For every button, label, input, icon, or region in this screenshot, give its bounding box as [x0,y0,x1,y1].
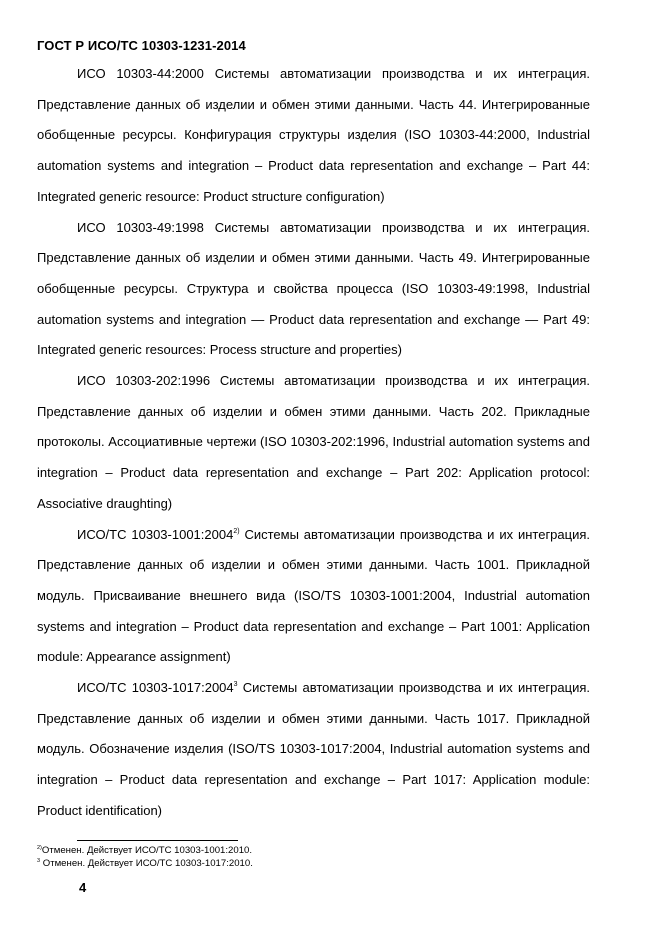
document-header: ГОСТ Р ИСО/ТС 10303-1231-2014 [37,38,246,53]
footnote-item [37,858,253,871]
reference-iso-ts-10303-1017 [37,673,590,827]
reference-text: Системы автоматизации производства и их интеграция. Представление данных об изделии и обмен этими данными. Часть 1001. Прикладной модуль. Присваивание внешнего вида (ISO/TS 10303-1001:2004, Industrial automation systems and integration – Product data representation and exchange – Part 1001: Application module: Appearance assignment) [37,526,591,665]
footnotes [37,845,253,870]
reference-text: ИСО 10303-44:2000 Системы автоматизации производства и их интеграция. Представление данных об изделии и обмен этими данными. Часть 44. Интегрированные обобщенные ресурсы. Конфигурация структуры изделия (ISO 10303-44:2000, Industrial automation systems and integration – Product data representation and exchange – Part 44: Integrated generic resource: Product structure configuration) [37,66,590,204]
reference-designation: ИСО/ТС 10303-1017:2004 [77,680,234,696]
footnote-mark: 2) [37,845,42,851]
reference-text: ИСО 10303-202:1996 Системы автоматизации производства и их интеграция. Представление данных об изделии и обмен этими данными. Часть 202. Прикладные протоколы. Ассоциативные чертежи (ISO 10303-202:1996, Industrial automation systems and integration – Product data representation and exchange – Part 202: Application protocol: Associative draughting) [37,373,590,511]
references-list [37,59,590,827]
reference-text: ИСО 10303-49:1998 Системы автоматизации производства и их интеграция. Представление данных об изделии и обмен этими данными. Часть 49. Интегрированные обобщенные ресурсы. Структура и свойства процесса (ISO 10303-49:1998, Industrial automation systems and integration — Product data representation and exchange — Part 49: Integrated generic resources: Process structure and properties) [37,219,590,358]
footnote-mark: 3 [37,857,41,864]
footnote-text: Отменен. Действует ИСО/ТС 10303-1001:2010. [41,845,253,856]
page-number: 4 [79,880,87,895]
reference-designation: ИСО/ТС 10303-1001:2004 [77,526,234,542]
footnote-separator [77,840,238,841]
reference-iso-10303-44 [37,59,590,213]
reference-iso-10303-202 [37,366,590,520]
reference-text: Системы автоматизации производства и их интеграция. Представление данных об изделии и обмен этими данными. Часть 1017. Прикладной модуль. Обозначение изделия (ISO/TS 10303-1017:2004, Industrial automation systems and integration – Product data representation and exchange – Part 1017: Application module: Product identification) [37,680,590,818]
footnote-marker[interactable]: 3 [233,681,238,689]
footnote-marker[interactable]: 2) [233,527,240,535]
footnote-text: Отменен. Действует ИСО/ТС 10303-1017:2010. [40,857,253,869]
reference-iso-ts-10303-1001 [37,520,590,674]
reference-iso-10303-49 [37,213,590,367]
footnote-item [37,845,253,858]
